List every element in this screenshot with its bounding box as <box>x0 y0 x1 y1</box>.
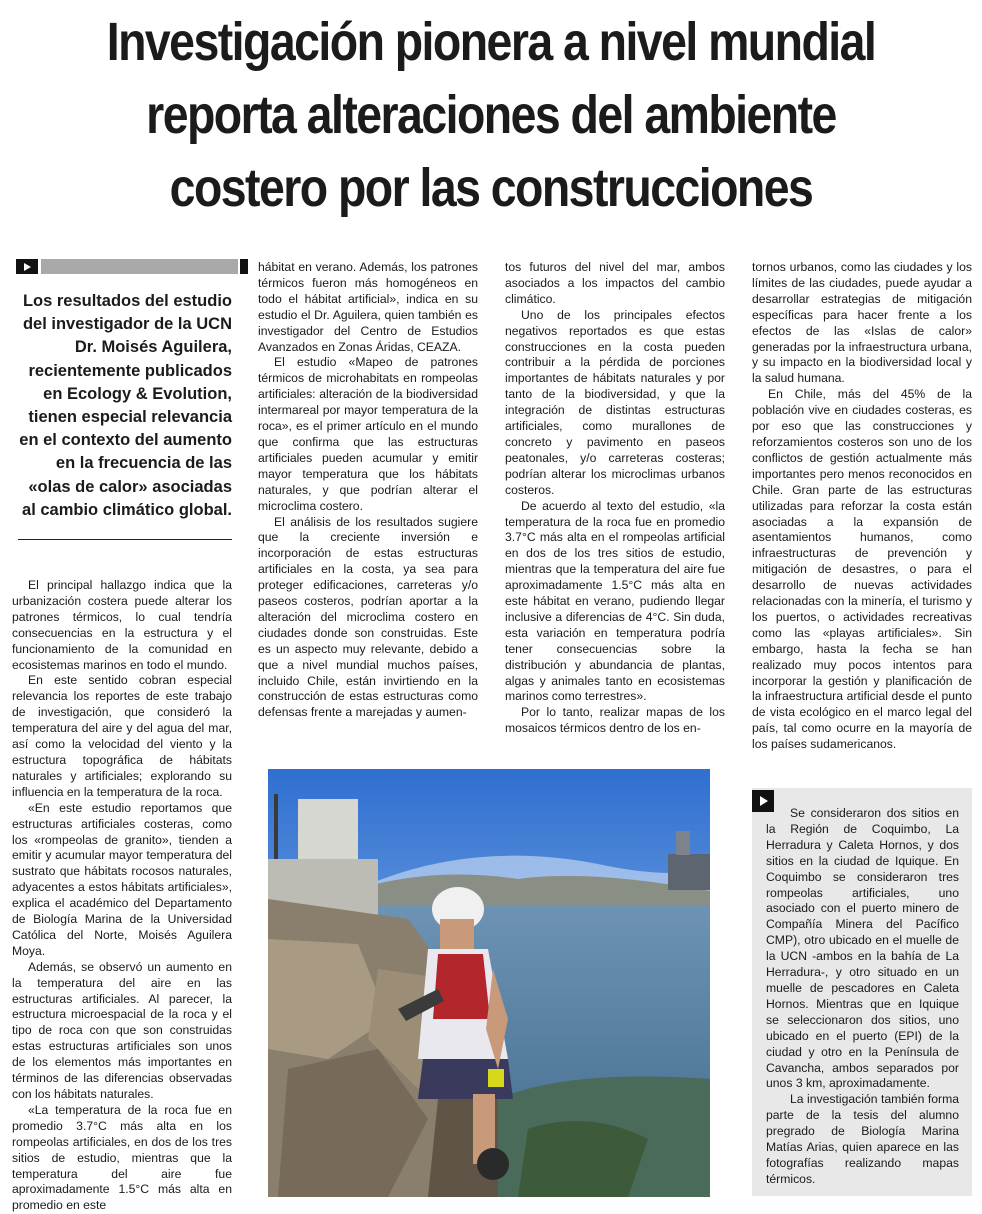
play-arrow-icon <box>752 790 774 812</box>
paragraph: En Chile, más del 45% de la población vive en ciudades costeras, es por eso que las construcciones y reforzamientos costeros son uno de los conflictos de gestión actualmente más importantes pero menos reconocidos en Chile. Gran parte de las estructuras utilizadas para reforzar la costa están asociadas a la expansión de asentamientos humanos, como infraestructuras de prevención y mitigación de desastres, o para el desarrollo de nuevas actividades relacionadas con la minería, el turismo y los puertos, o actividades recreativas como las «playas artificiales». Sin embargo, hasta la fecha se han realizado muy pocos intentos para incorporar la gestión y planificación de la infraestructura artificial desde el punto de vista ecológico en el marco legal del país, tal como ocurre en la mayoría de los países sudamericanos. <box>752 387 972 752</box>
paragraph: «La temperatura de la roca fue en promedio 3.7°C más alta en los rompeolas artificiales, en dos de los tres sitios de estudio, mientras que la temperatura del aire fue aproximadamente 1.5°C más alta en promedio en este <box>12 1102 232 1213</box>
paragraph: El estudio «Mapeo de patrones térmicos de microhabitats en rompeolas artificiales: alteración de la biodiversidad intermareal por mayor temperatura de la roca», es el primer artículo en el mundo que confirma que las estructuras artificiales pueden acumular y emitir mayor temperatura que los hábitats naturales, y que podrían alterar el microclima costero. <box>258 355 478 513</box>
marker-grey-bar <box>41 259 238 274</box>
article-column-3 <box>505 260 725 737</box>
lede-summary: Los resultados del estudio del investigador de la UCN Dr. Moisés Aguilera, recientemente publicados en Ecology & Evolution, tienen especial relevancia en el contexto del aumento en la frecuencia de las «olas de calor» asociadas al cambio climático global. <box>19 292 232 519</box>
paragraph: El principal hallazgo indica que la urbanización costera puede alterar los patrones térmicos, lo cual tendría consecuencias en la estructura y el funcionamiento de la comunidad en ecosistemas marinos en todo el mundo. <box>12 578 232 672</box>
paragraph: hábitat en verano. Además, los patrones térmicos fueron más homogéneos en todo el hábitat artificial», indica en su estudio el Dr. Aguilera, quien también es investigador del Centro de Estudios Avanzados en Zonas Áridas, CEAZA. <box>258 260 478 354</box>
paragraph: En este sentido cobran especial relevancia los reportes de este trabajo de investigación, que consideró la temperatura del aire y del agua del mar, así como la velocidad del viento y la estructura topográfica de hábitats naturales y artificiales; explorando su influencia en la temperatura de la roca. <box>12 673 232 799</box>
paragraph: Por lo tanto, realizar mapas de los mosaicos térmicos dentro de los en- <box>505 705 725 736</box>
marker-end-block <box>240 259 248 274</box>
sidebar-paragraph: Se consideraron dos sitios en la Región de Coquimbo, La Herradura y Caleta Hornos, y dos sitios en la ciudad de Iquique. En Coquimbo se consideraron tres rompeolas artificiales, uno asociado con el puerto minero de Compañía Minera del Pacífico CMP), otro ubicado en el muelle de la UCN -ambos en la bahía de La Herradura-, y otro situado en un muelle de pescadores en Caleta Hornos. Mientras que en Iquique se seleccionaron dos sitios, uno ubicado en el puerto (EPI) de la ciudad y otro en la Península de Cavancha, ambos separados por unos 3 km, aproximadamente. <box>766 806 959 1091</box>
article-column-1 <box>12 578 232 1214</box>
article-column-4 <box>752 260 972 753</box>
paragraph: Uno de los principales efectos negativos reportados es que estas construcciones en la costa pueden contribuir a la pérdida de porciones importantes de hábitats naturales y por tanto de la biodiversidad, y que la integración de distintas estructuras artificiales, como murallones de concreto y pavimento en paseos peatonales, y/o carreteras costeras; podrían alterar los microclimas urbanos costeros. <box>505 307 725 497</box>
article-photo <box>268 769 710 1197</box>
headline: Investigación pionera a nivel mundial reporta alteraciones del ambiente costero por las construcciones <box>106 12 876 218</box>
paragraph: El análisis de los resultados sugiere que la creciente inversión e incorporación de estas estructuras artificiales en la costa, ya sea para proteger edificaciones, carreteras y/o paseos costeros, podrían aportar a la alteración del microclima costero en ciudades donde son construidas. Este es un aspecto muy relevante, debido a que a nivel mundial muchos países, incluido Chile, están invirtiendo en la construcción de estas estructuras como defensas frente a marejadas y aumen- <box>258 514 478 720</box>
divider-rule <box>18 539 232 540</box>
article-column-2 <box>258 260 478 721</box>
sidebar-box <box>752 788 972 1196</box>
paragraph: «En este estudio reportamos que estructuras artificiales costeras, como los «rompeolas de granito», tienden a emitir y acumular mayor temperatura del sustrato que hábitats rocosos naturales, adyacentes a estos hábitats artificiales», explica el académico del Departamento de Biología Marina de la Universidad Católica del Norte, Moisés Aguilera Moya. <box>12 800 232 958</box>
paragraph: De acuerdo al texto del estudio, «la temperatura de la roca fue en promedio 3.7°C más alta en el rompeolas artificial en dos de los tres sitios de estudio, mientras que la temperatura del aire fue aproximadamente 1.5°C más alta en este hábitat en verano, pudiendo llegar inclusive a diferencias de 4°C. Sin duda, esta variación en temperatura podría tener consecuencias sobre la distribución y abundancia de plantas, algas y animales tanto en ecosistemas marinos como terrestres». <box>505 498 725 704</box>
paragraph: Además, se observó un aumento en la temperatura del aire en las estructuras artificiales. Al parecer, la estructura microespacial de la roca y el tipo de roca con que son construidas estas estructuras artificiales son unos de los elementos más importantes en términos de las diferencias observadas con los hábitats naturales. <box>12 959 232 1101</box>
researcher-on-breakwater-illustration <box>268 769 710 1197</box>
sidebar-paragraph: La investigación también forma parte de la tesis del alumno pregrado de Biología Marina Matías Arias, quien aparece en las fotografías realizando mapas térmicos. <box>766 1092 959 1186</box>
paragraph: tos futuros del nivel del mar, ambos asociados a los impactos del cambio climático. <box>505 260 725 306</box>
paragraph: tornos urbanos, como las ciudades y los límites de las ciudades, puede ayudar a desarrollar estrategias de mitigación específicas para hacer frente a los efectos de las «Islas de calor» generadas por la infraestructura urbana, y su impacto en la biodiversidad local y la salud humana. <box>752 260 972 386</box>
play-arrow-icon <box>16 259 38 274</box>
section-marker <box>16 259 232 274</box>
